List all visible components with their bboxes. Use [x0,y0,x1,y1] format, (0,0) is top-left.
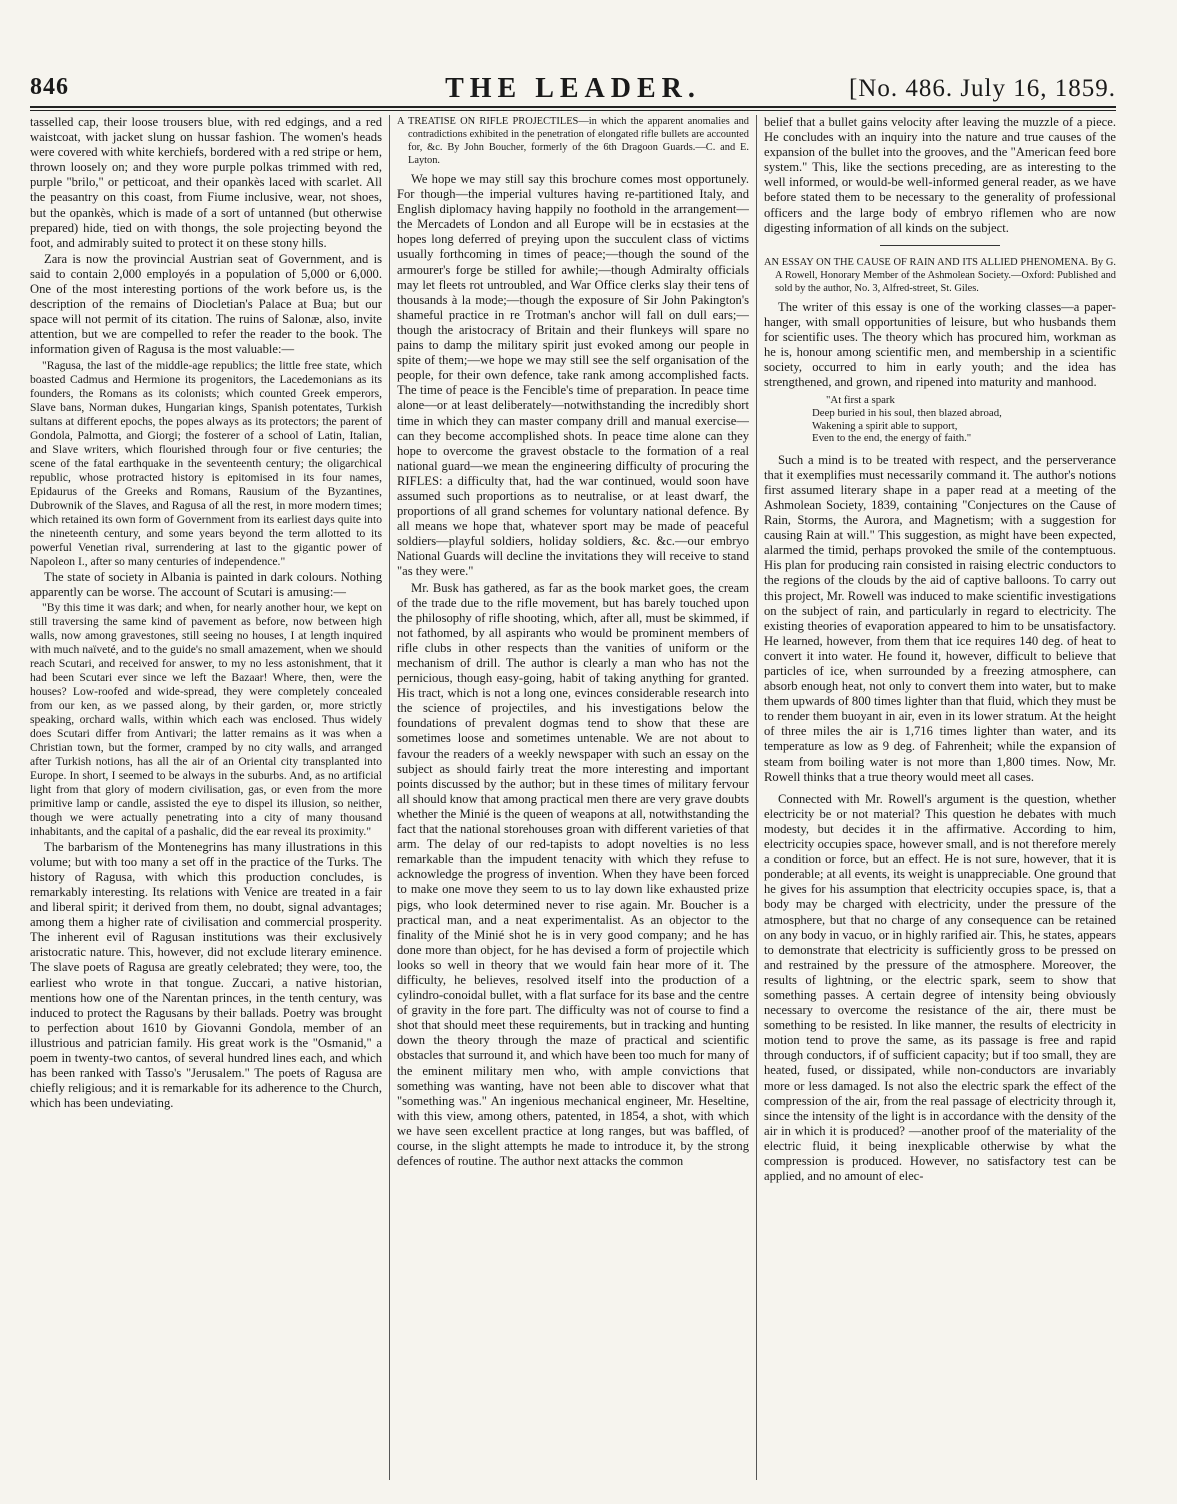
column-divider [389,115,390,1480]
poem-quotation [812,394,1116,444]
review-heading: AN ESSAY ON THE CAUSE OF RAIN AND ITS ALLIED PHENOMENA. By G. A Rowell, Honorary Member of the Ashmolean Society.—Oxford: Published and sold by the author, No. 3, Alfred-street, St. Giles. [764,256,1116,294]
header-rule-thin [30,110,1116,111]
quotation: "By this time it was dark; and when, for nearly another hour, we kept on still traversing the same kind of pavement as before, now between high walls, now among gravestones, still seeing no houses, I at length inquired with much naïveté, and to the guide's no small amazement, when we should reach Scutari, and received for answer, to my no less astonishment, that it had been Scutari ever since we left the Bazaar! Where, then, were the houses? Low-roofed and wide-spread, they were completely concealed from our ken, as we passed along, by their garden, or, more strictly speaking, orchard walls, within which each was enclosed. Thus widely does Scutari differ from Antivari; the latter remains as it was when a Christian town, but the former, cramped by no city walls, and arranged after Turkish notions, has all the air of an Oriental city transplanted into Europe. In short, I seemed to be always in the suburbs. And, as no artificial light from that glory of modern civilisation, gas, or even from the more primitive lamp or candle, assisted the eye to dispel its illusion, so neither, though we were actually penetrating into a city of many thousand inhabitants, and the capital of a pashalic, did the ear reveal its proximity." [30,600,382,838]
page-number: 846 [30,74,69,100]
poem-line: Deep buried in his soul, then blazed abroad, [812,406,1002,419]
poem-line: Even to the end, the energy of faith." [812,432,972,445]
newspaper-title: THE LEADER. [445,73,701,104]
masthead [30,74,1116,110]
header-rule [30,106,1116,108]
paragraph: Connected with Mr. Rowell's argument is the question, whether electricity be or not material? This question he debates with much modesty, but decides it in the affirmative. According to him, electricity occupies space, however small, and is not therefore merely a condition or force, but an effect. He is not sure, however, that it is ponderable; at all events, its weight is unappreciable. One ground that he gives for his assumption that electricity occupies space, is, that a body may be charged with electricity, under the pressure of the atmosphere, but that no charge of any consequence can be retained on any body in vacuo, or in highly rarified air. This, he states, appears to demonstrate that electricity is sufficiently gross to be pressed on and restrained by the pressure of the atmosphere. Moreover, the results of lightning, or the electric spark, seem to show that something passes. A certain degree of intensity being obviously necessary to overcome the resistance of the air, there must be something to be resisted. In like manner, the results of electricity in motion tend to prove the same, as its passage is free and rapid through conductors, if of sufficient capacity; but if too small, they are heated, fused, or dissipated, while non-conductors are invariably more or less damaged. Is not also the electric spark the effect of the compression of the air, from the real passage of electricity through it, since the intensity of the light is in accordance with the density of the air in which it is produced? —another proof of the materiality of the electric fluid, it being inexplicable otherwise by what the compression is produced. However, no satisfactory test can be applied, and no amount of elec- [764,791,1116,1184]
paragraph: We hope we may still say this brochure comes most opportunely. For though—the imperial vultures having re-partitioned Italy, and English diplomacy having happily no foothold in the arrangement—the Mercadets of London and all Europe will be in ecstasies at the hopes long deferred of preying upon the succulent class of victims usually forthcoming in times of peace;—though the sound of the armourer's forge be stilled for awhile;—though Admiralty officials may let fleets rot untroubled, and War Office clerks slay their tens of thousands à la mode;—though the exposure of Sir John Pakington's shameful practice in re Trotman's anchor will fall on dull ears;—though the aristocracy of Britain and their flunkeys will spare no pains to damp the military spirit just evoked among our people in spite of them;—we hope we may still see the self organisation of the people, for their own defence, take rank among accomplished facts. The time of peace is the Fencible's time of preparation. In peace time alone—or at least deliberately—notwithstanding the incredibly short time in which they can master company drill and manual exercise—can they become accomplished shots. In peace time alone can they hope to overcome the gravest obstacle to the formation of a real national guard—we mean the engineering difficulty of procuring the RIFLES: a difficulty that, had the war continued, would soon have assumed such proportions as to neutralise, or at least dwarf, the proportions of all grand schemes for voluntary national defence. By all means we hope that, whatever sport may be made of peaceful soldiers—playful soldiers, holiday soldiers, &c. &c.—our embryo National Guards will decline the invitations they will receive to stand "as they were." [397,172,749,579]
column-2 [397,115,749,1480]
poem-line: "At first a spark [826,394,895,407]
paragraph: Mr. Busk has gathered, as far as the book market goes, the cream of the trade due to the rifle movement, but has barely touched upon the philosophy of rifle shooting, which, after all, must be skimmed, if not fathomed, by all aspirants who would be prominent members of rifle clubs in other respects than the vanities of uniform or the mechanism of drill. The author is clearly a man who has not the pernicious, though easy-going, habit of taking anything for granted. His tract, which is not a long one, evinces considerable research into the science of projectiles, and his investigations below the foundations of prevalent dogmas tend to show that these are sometimes loose and sometimes untenable. We are not about to favour the readers of a weekly newspaper with such an essay on the subject as should fairly treat the more interesting and important points discussed by the author; but in these times of military fervour all should know that among practical men there are very grave doubts whether the Minié is the queen of weapons at all, notwithstanding the fact that the national storehouses groan with different varieties of that arm. The delay of our red-tapists to adopt novelties is no less remarkable than the impudent tenacity with which they refuse to acknowledge the progress of invention. When they have been forced to make one move they seem to us to lay down like exhausted prize pigs, who look determined never to rise again. Mr. Boucher is a practical man, and a neat experimentalist. As an objector to the finality of the Minié shot he is in very good company; and he has done more than object, for he has devised a form of projectile which looks so well in theory that we would fain hear more of it. The difficulty, he believes, resolved itself into the production of a cylindro-conoidal bullet, with a flat surface for its base and the centre of gravity in the fore part. The difficulty was not of course to find a shot that should meet these requirements, but in tracking and hunting down the theory through the maze of practical and scientific obstacles that surround it, and which have been too much for many of the eminent military men who, with ample convictions that something was wanting, have not been able to discover what that "something was." An ingenious mechanical engineer, Mr. Heseltine, with this view, among others, patented, in 1854, a shot, with which we have seen excellent practice at long ranges, but was baffled, of course, in the slight attempts he made to introduce it, by the strong defences of routine. The author next attacks the common [397,580,749,1169]
poem-line: Wakening a spirit able to support, [812,419,958,432]
paragraph: The state of society in Albania is painted in dark colours. Nothing apparently can be worse. The account of Scutari is amusing:— [30,569,382,599]
review-heading: A TREATISE ON RIFLE PROJECTILES—in which the apparent anomalies and contradictions exhibited in the penetration of elongated rifle bullets are accounted for, &c. By John Boucher, formerly of the 6th Dragoon Guards.—C. and E. Layton. [397,116,749,166]
paragraph: The writer of this essay is one of the working classes—a paper-hanger, with small opportunities of leisure, but who husbands them for scientific uses. The theory which has procured him, workman as he is, honour among scientific men, and membership in a scientific society, occurred to him in early youth; and the idea has strengthened, and grown, and ripened into maturity and manhood. [764,299,1116,390]
column-1 [30,115,382,1480]
paragraph: Zara is now the provincial Austrian seat of Government, and is said to contain 2,000 employés in a population of 5,000 or 6,000. One of the most interesting portions of the work before us, is the description of the remains of Diocletian's Palace at Bua; but our space will not permit of its citation. The ruins of Salonæ, also, invite attention, but we are compelled to refer the reader to the book. The information given of Ragusa is the most valuable:— [30,251,382,357]
paragraph: tasselled cap, their loose trousers blue, with red edgings, and a red waistcoat, with jacket slung on hussar fashion. The women's heads were covered with white kerchiefs, bordered with a red stripe or hem, thrown loosely on; and they wore purple polkas trimmed with red, purple "brilo," or petticoat, and their opankès laced with scarlet. All the peasantry on this coast, from Fiume inclusive, wear, not shoes, but the opankès, which is made of a sort of untanned (but otherwise prepared) hide, tied on with thongs, the sole projecting beyond the foot, and admirably suited to protect it on these stony hills. [30,115,382,250]
paragraph: belief that a bullet gains velocity after leaving the muzzle of a piece. He concludes with an inquiry into the nature and true causes of the expansion of the bullet into the grooves, and the "American feed bore system." This, like the sections preceding, are as interesting to the well informed, or would-be well-informed general reader, as we have before stated them to be necessary to the generality of professional officers and the large body of embryo riflemen who are now digesting information of all kinds on the subject. [764,115,1116,235]
issue-info: [No. 486. July 16, 1859. [848,75,1116,102]
column-3 [764,115,1116,1480]
paragraph: The barbarism of the Montenegrins has many illustrations in this volume; but with too many a set off in the practice of the Turks. The history of Ragusa, with which this production concludes, is remarkably interesting. Its relations with Venice are treated in a fair and liberal spirit; it derived from them, no doubt, signal advantages; among them a higher rate of civilisation and commercial prosperity. The inherent evil of Ragusan institutions was their exclusively aristocratic nature. This, however, did not exclude literary eminence. The slave poets of Ragusa are greatly celebrated; they were, too, the earliest who wrote in that tongue. Zuccari, a native historian, mentions how one of the Narentan princes, in the tenth century, was induced to protect the Ragusans by their ballads. Poetry was brought to perfection about 1610 by Giovanni Gondola, member of an illustrious and patrician family. His great work is the "Osmanid," a poem in twenty-two cantos, of several hundred lines each, and which has been ranked with Tasso's "Jerusalem." The poets of Ragusa are chiefly religious; and it is remarkable for its adherence to the Church, which has been undeviating. [30,839,382,1111]
quotation: "Ragusa, the last of the middle-age republics; the little free state, which boasted Cadmus and Hermione its progenitors, the Lacedemonians as its founders, the Romans as its colonists; which counted Greek emperors, Slave bans, Norman dukes, Hungarian kings, Spanish potentates, Turkish sultans at different epochs, the popes always as its protectors; the parent of Gondola, Palmotta, and Giorgi; the fosterer of a school of Latin, Italian, and Slave writers, which flourished through four or five centuries; the scene of the fatal earthquake in the seventeenth century; the oligarchical republic, whose protracted history is epitomised in its four names, Epidaurus of the Greeks and Romans, Rausium of the Byzantines, Dubrownik of the Slaves, and Ragusa of all the rest, in more modern times; which retained its own form of Government from its earliest days quite into the nineteenth century, and some years beyond the term allotted to its powerful Venetian rival, surrendering at last to the gigantic power of Napoleon I., after so many centuries of independence." [30,358,382,568]
paragraph: Such a mind is to be treated with respect, and the perserverance that it exemplifies must necessarily command it. The author's notions first assumed literary shape in a paper read at a meeting of the Ashmolean Society, 1839, containing "Conjectures on the Cause of Rain, Storms, the Aurora, and Magnetism; with a suggestion for causing Rain at will." This suggestion, as might have been expected, alarmed the timid, perhaps provoked the smile of the contemptuous. His plan for producing rain consisted in raising electric conductors to the regions of the clouds by the aid of captive balloons. To carry out this project, Mr. Rowell was induced to make scientific investigations on the subject of rain, and particularly in regard to electricity. The existing theories of evaporation appeared to him to be unsatisfactory. He learned, however, from them that ice requires 140 deg. of heat to convert it into water. He found it, however, difficult to believe that particles of ice, when surrounded by a freezing atmosphere, can absorb enough heat, not only to convert them into water, but to make them upwards of 800 times lighter than that fluid, which they must be to render them buoyant in air, even in its lower stratum. At the height of three miles the air is 1,716 times lighter than water, and its temperature as low as 9 deg. of Fahrenheit; while the expansion of steam from boiling water is not more than 1,800 times. Now, Mr. Rowell thinks that a true theory would meet all cases. [764,452,1116,784]
column-divider [756,115,757,1480]
section-rule [880,245,1000,246]
